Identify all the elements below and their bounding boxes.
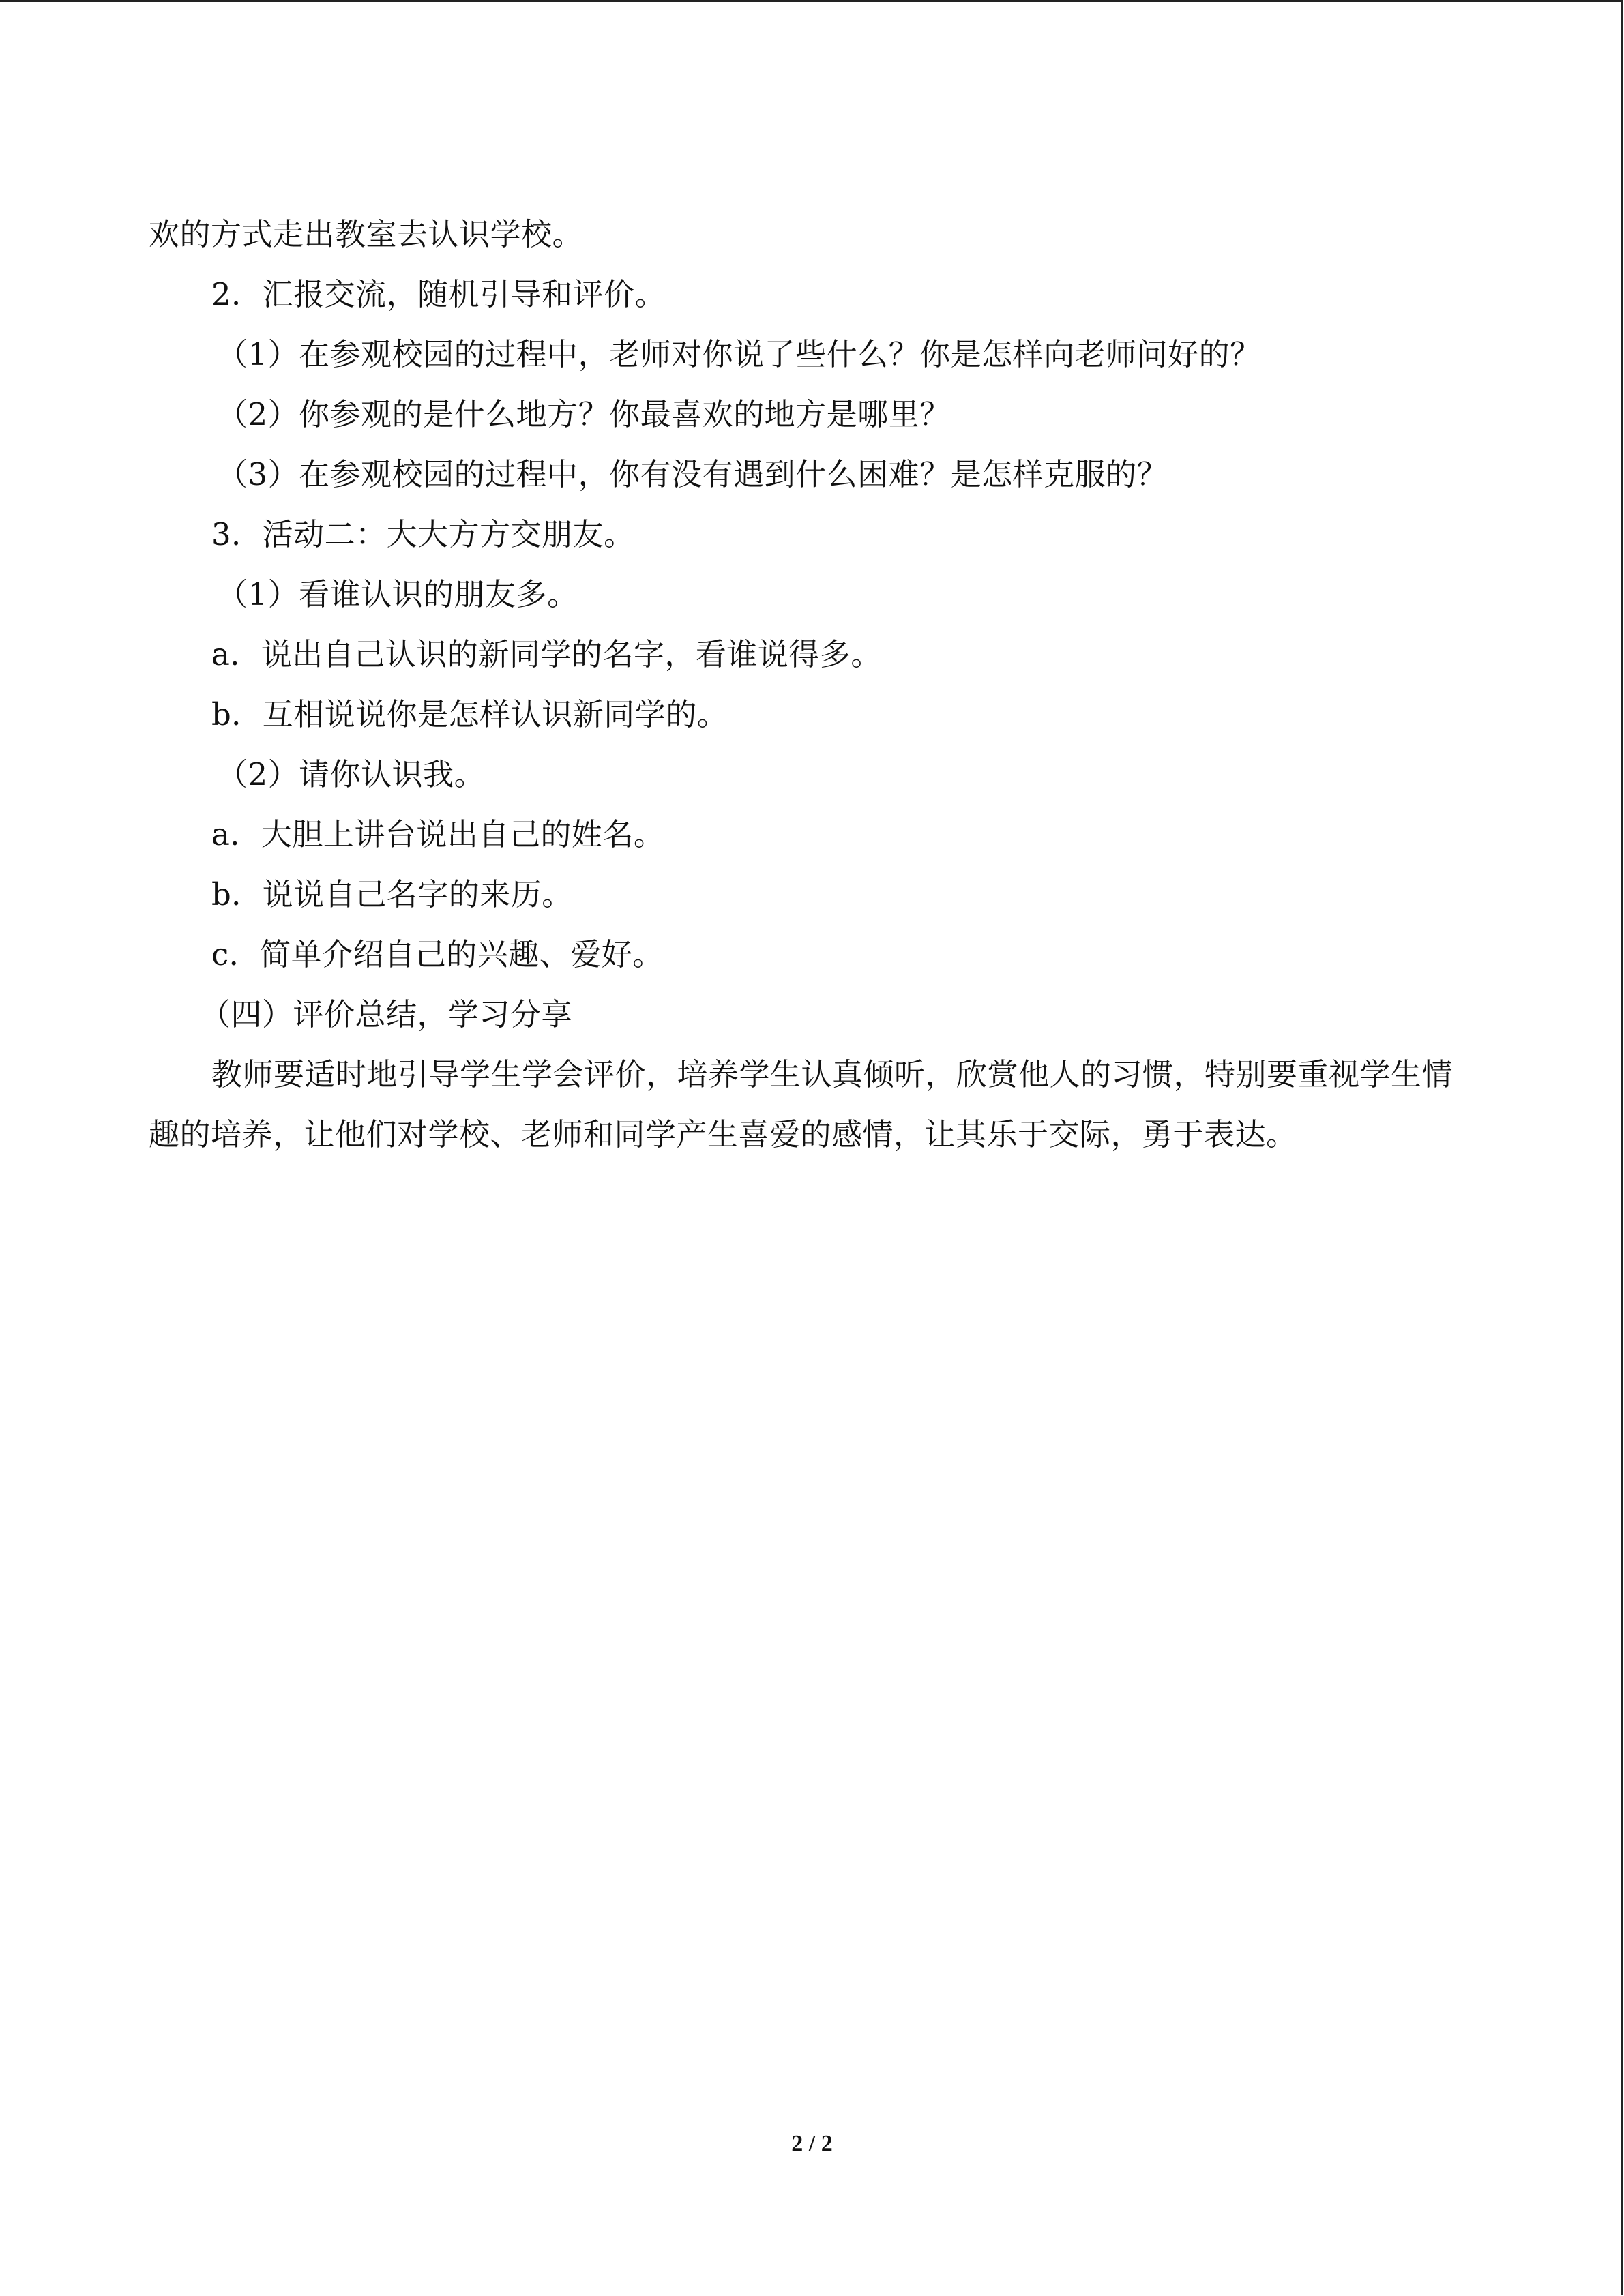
list-item-a: a．大胆上讲台说出自己的姓名。 xyxy=(211,816,665,852)
section-heading-4: （四）评价总结，学习分享 xyxy=(200,996,573,1032)
list-item-a: a．说出自己认识的新同学的名字，看谁说得多。 xyxy=(211,636,882,672)
list-item-b: b．说说自己名字的来历。 xyxy=(211,876,573,912)
list-item-c: c．简单介绍自己的兴趣、爱好。 xyxy=(211,936,664,972)
sub-activity-2: （2）请你认识我。 xyxy=(217,756,486,792)
question-1: （1）在参观校园的过程中，老师对你说了些什么？你是怎样向老师问好的？ xyxy=(217,336,1261,372)
question-2: （2）你参观的是什么地方？你最喜欢的地方是哪里？ xyxy=(217,396,951,432)
step-heading-2: 2．汇报交流，随机引导和评价。 xyxy=(211,276,666,312)
list-item-b: b．互相说说你是怎样认识新同学的。 xyxy=(211,696,728,732)
sub-activity-1: （1）看谁认识的朋友多。 xyxy=(217,576,578,612)
document-body xyxy=(149,205,1475,1165)
page-number: 2 / 2 xyxy=(791,2131,833,2156)
step-heading-3: 3．活动二：大大方方交朋友。 xyxy=(211,516,635,552)
text-line: 欢的方式走出教室去认识学校。 xyxy=(149,216,584,252)
summary-paragraph: 教师要适时地引导学生学会评价，培养学生认真倾听，欣赏他人的习惯，特别要重视学生情趣的培养，让他们对学校、老师和同学产生喜爱的感情，让其乐于交际，勇于表达。 xyxy=(149,1056,1453,1152)
question-3: （3）在参观校园的过程中，你有没有遇到什么困难？是怎样克服的？ xyxy=(217,456,1168,492)
